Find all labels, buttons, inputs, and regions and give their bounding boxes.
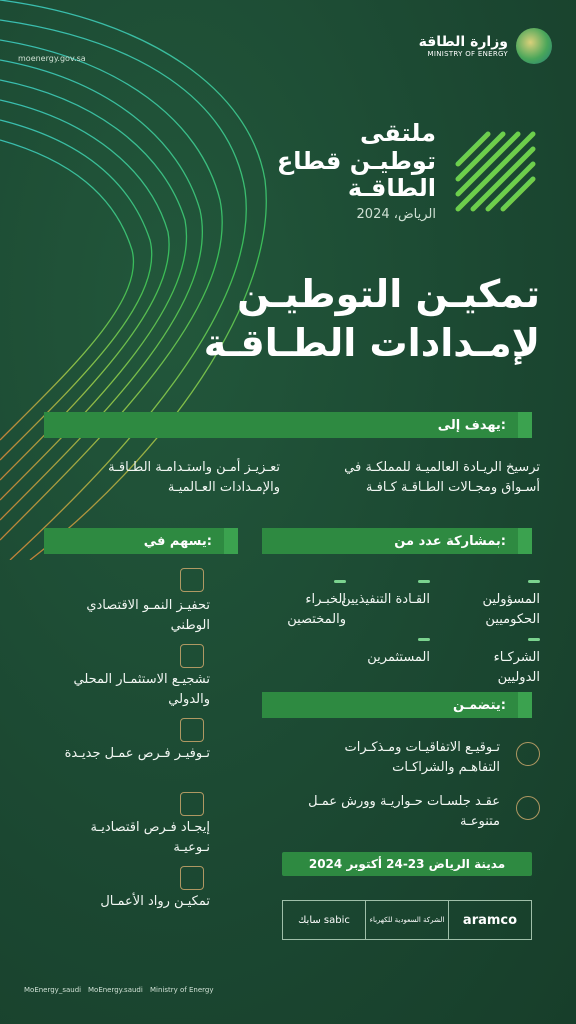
aims-section-bar: [44, 412, 518, 438]
bullet-dash: [334, 580, 346, 583]
participant-label: المستثمرين: [367, 650, 430, 666]
contribution-item: تـوفيـر فـرص عمـل جديـدة: [64, 746, 210, 761]
forum-title: [236, 120, 436, 222]
footer-handle-linkedin[interactable]: Ministry of Energy: [150, 986, 214, 994]
ministry-name-en: MINISTRY OF ENERGY: [427, 50, 508, 58]
aims-item-2: تعـزيـز أمـن واستـدامـة الطـاقـة والإمـدادات العـالميـة: [108, 460, 280, 496]
growth-chart-icon: [180, 568, 204, 592]
includes-section-bar: [262, 692, 518, 718]
sec-logo: الشركة السعودية للكهرباء: [365, 901, 448, 939]
contribution-item: تشجيـع الاستثمـار المحلي والدولي: [73, 672, 210, 708]
includes-item-1: تـوقيـع الاتفاقيـات ومـذكـرات التفاهـم والشراكـات: [344, 740, 500, 776]
bullet-dash: [418, 638, 430, 641]
handshake-icon: [180, 866, 204, 890]
includes-item-2: عقـد جلسـات حـواريـة وورش عمـل متنوعـة: [308, 794, 500, 830]
aims-item-1: ترسيخ الريـادة العالميـة للمملكـة في أسـواق ومجـالات الطـاقـة كـافـة: [344, 460, 540, 496]
contribution-item: تحفيـز النمـو الاقتصادي الوطني: [86, 598, 210, 634]
participation-title: بمشاركة عدد من:: [394, 533, 506, 549]
bullet-dash: [418, 580, 430, 583]
ministry-name-ar: وزارة الطاقة: [418, 34, 508, 50]
participant-item: [450, 570, 540, 630]
website-url[interactable]: moenergy.gov.sa: [18, 54, 86, 63]
includes-title: يتضمـن:: [452, 697, 506, 713]
participant-label: القـادة التنفيذيين: [341, 592, 430, 608]
aramco-logo: aramco: [448, 901, 531, 939]
footer-handle-facebook[interactable]: MoEnergy.saudi: [88, 986, 143, 994]
participant-item: [450, 628, 540, 688]
forum-title-line2: توطيـن قطاع: [276, 146, 436, 175]
meeting-person-icon: [516, 742, 540, 766]
forum-title-line1: ملتقى: [359, 119, 436, 147]
briefcase-icon: [180, 718, 204, 742]
chat-bubbles-icon: [516, 796, 540, 820]
participant-item: [256, 570, 346, 630]
participant-label: المسؤولين الحكوميين: [482, 592, 540, 628]
participant-label: الشركـاء الدوليين: [493, 650, 540, 686]
bullet-dash: [528, 580, 540, 583]
main-headline: [120, 270, 540, 369]
headline-line1: تمكيـن التوطيـن: [237, 272, 540, 316]
bullet-dash: [528, 638, 540, 641]
ministry-emblem-icon: [516, 28, 552, 64]
contribution-item: إيجـاد فـرص اقتصاديـة نـوعيـة: [90, 820, 210, 856]
ministry-logo: [419, 28, 552, 64]
partner-logos: [282, 900, 532, 940]
forum-logo-stripes-icon: [448, 124, 538, 214]
gears-icon: [180, 792, 204, 816]
sabic-logo: سابك sabic: [298, 914, 350, 926]
contributes-section-bar: [44, 528, 224, 554]
participation-section-bar: [262, 528, 518, 554]
contribution-item: تمكيـن رواد الأعمـال: [100, 894, 210, 909]
participant-item: [340, 628, 430, 668]
forum-title-line3: الطاقـة: [347, 174, 436, 203]
forum-location-year: الرياض، 2024: [356, 206, 436, 222]
participant-label: الخبـراء والمختصين: [287, 592, 346, 628]
aims-title: يهدف إلى:: [437, 417, 506, 433]
event-date-banner: مدينة الرياض 23-24 أكتوبر 2024: [282, 852, 532, 876]
footer-handle-x-instagram[interactable]: MoEnergy_saudi: [24, 986, 82, 994]
participant-item: [340, 570, 430, 610]
headline-line2: لإمـدادات الطـاقـة: [203, 321, 540, 366]
contributes-title: يسهم في:: [143, 533, 212, 549]
globe-investment-icon: [180, 644, 204, 668]
